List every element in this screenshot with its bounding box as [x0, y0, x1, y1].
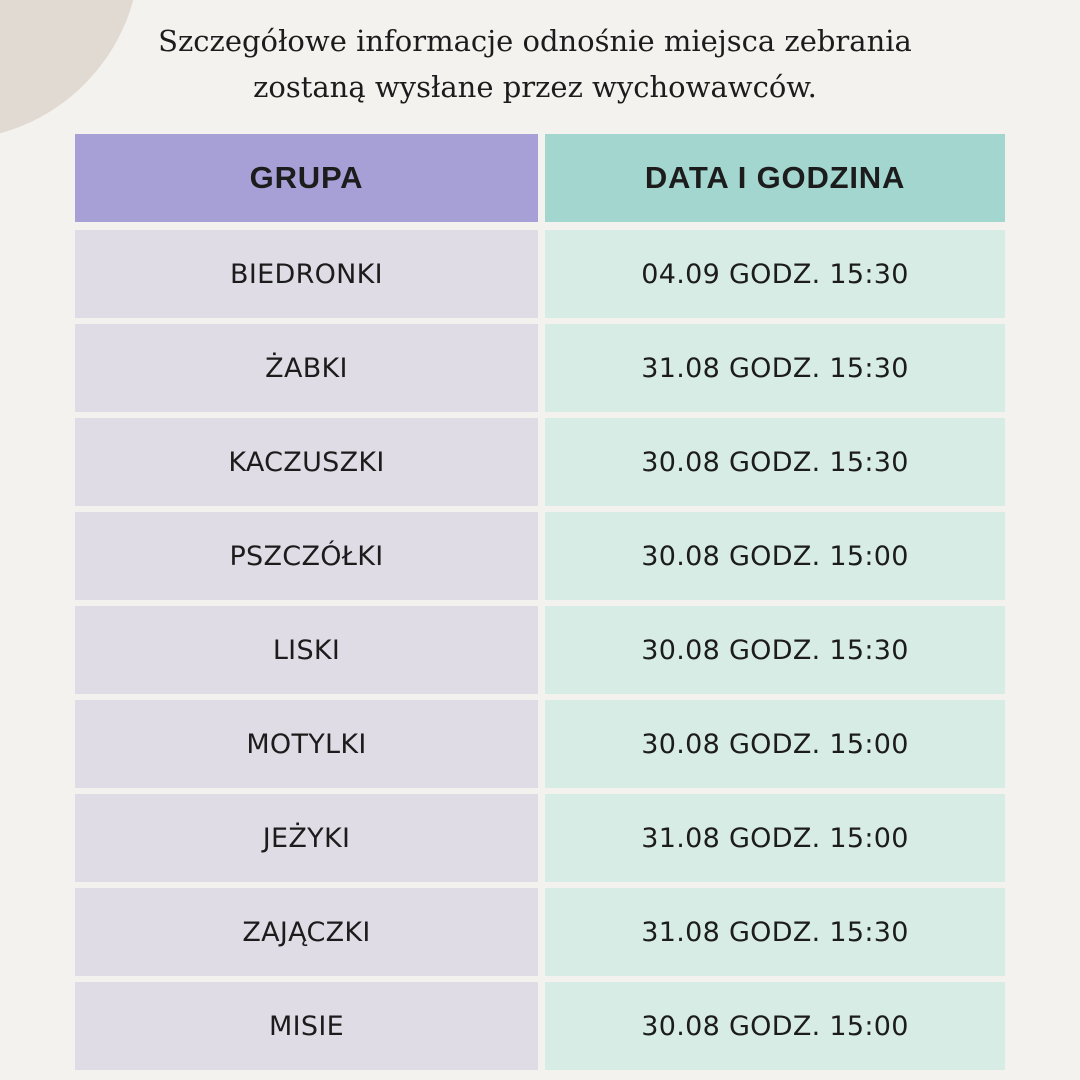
datetime-cell: 30.08 GODZ. 15:00: [545, 700, 1005, 788]
datetime-cell: 31.08 GODZ. 15:00: [545, 794, 1005, 882]
header-datetime: DATA I GODZINA: [545, 134, 1005, 222]
datetime-cell: 31.08 GODZ. 15:30: [545, 324, 1005, 412]
table-header-row: [75, 134, 1005, 222]
group-cell: KACZUSZKI: [75, 418, 538, 506]
datetime-cell: 30.08 GODZ. 15:30: [545, 606, 1005, 694]
table-row: [75, 512, 1005, 600]
group-cell: MOTYLKI: [75, 700, 538, 788]
table-row: [75, 606, 1005, 694]
intro-line-2: zostaną wysłane przez wychowawców.: [253, 70, 817, 104]
intro-text: [0, 18, 1070, 110]
table-row: [75, 888, 1005, 976]
schedule-table: [75, 134, 1005, 1076]
group-cell: MISIE: [75, 982, 538, 1070]
group-cell: LISKI: [75, 606, 538, 694]
datetime-cell: 04.09 GODZ. 15:30: [545, 230, 1005, 318]
table-row: [75, 700, 1005, 788]
group-cell: JEŻYKI: [75, 794, 538, 882]
datetime-cell: 30.08 GODZ. 15:00: [545, 982, 1005, 1070]
group-cell: ŻABKI: [75, 324, 538, 412]
table-row: [75, 418, 1005, 506]
table-row: [75, 794, 1005, 882]
intro-line-1: Szczegółowe informacje odnośnie miejsca zebrania: [158, 24, 912, 58]
datetime-cell: 31.08 GODZ. 15:30: [545, 888, 1005, 976]
datetime-cell: 30.08 GODZ. 15:00: [545, 512, 1005, 600]
group-cell: BIEDRONKI: [75, 230, 538, 318]
table-row: [75, 324, 1005, 412]
group-cell: PSZCZÓŁKI: [75, 512, 538, 600]
header-group: GRUPA: [75, 134, 538, 222]
table-row: [75, 982, 1005, 1070]
datetime-cell: 30.08 GODZ. 15:30: [545, 418, 1005, 506]
table-row: [75, 230, 1005, 318]
group-cell: ZAJĄCZKI: [75, 888, 538, 976]
